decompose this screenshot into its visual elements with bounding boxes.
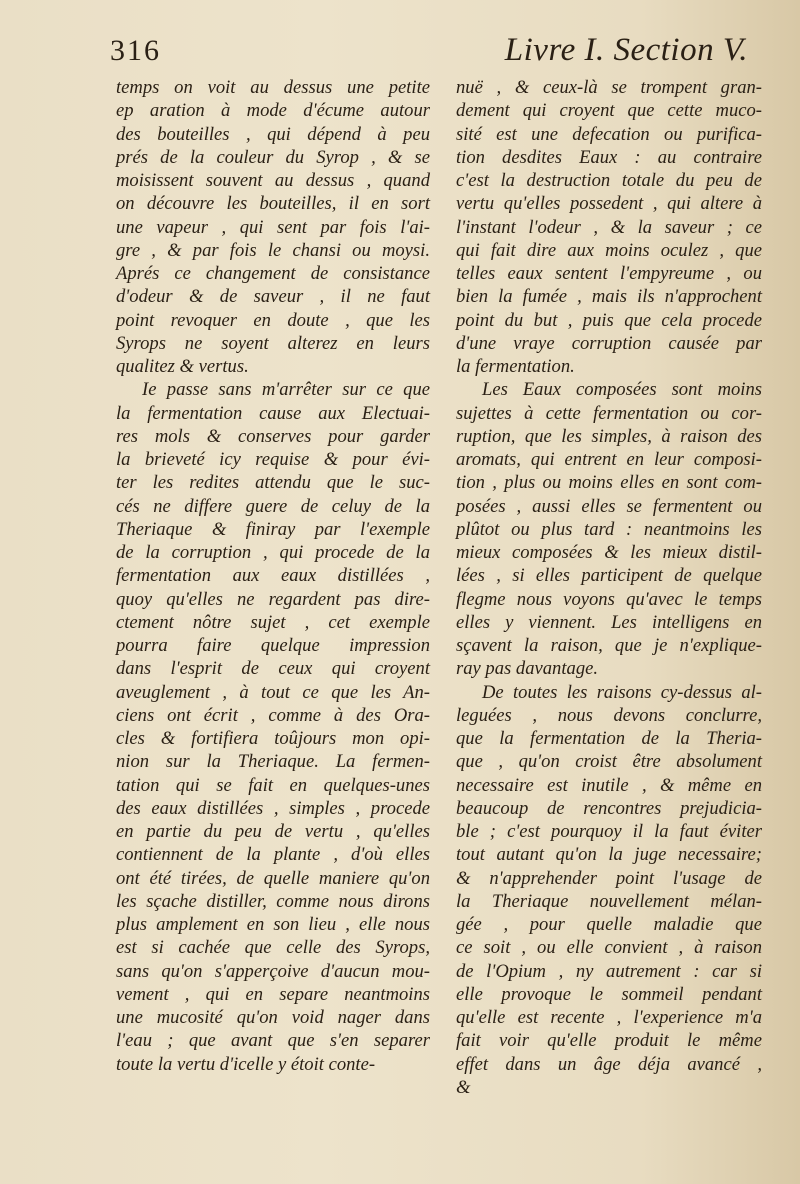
text-line: qui fait dire aux moins oculez , que (456, 239, 762, 261)
text-line: la brieveté icy requise & pour évi- (116, 449, 430, 470)
text-line: point revoquer en doute , que les (116, 309, 430, 331)
text-line: la fermentation cause aux Electuai- (116, 402, 430, 424)
text-line: Syrops ne soyent alterez en leurs (116, 332, 430, 354)
page-header (110, 30, 760, 76)
text-line: moisissent souvent au dessus , quand (116, 170, 430, 191)
left-text-column (116, 76, 430, 1076)
text-line: ep aration à mode d'écume autour (116, 100, 430, 122)
text-line: gre , & par fois le chansi ou moysi. (116, 239, 430, 261)
text-line: gée , pour quelle maladie que (456, 914, 762, 935)
text-line: la fermentation. (456, 356, 575, 377)
text-line: mieux composées & les mieux distil- (456, 542, 762, 563)
text-line: d'une vraye corruption causée par (456, 332, 762, 354)
text-line: aromats, qui entrent en leur composi- (456, 449, 762, 470)
text-line: elle provoque le sommeil pendant (456, 983, 762, 1005)
text-line: c'est la destruction totale du peu de (456, 170, 762, 191)
text-line: Theriaque & finiray par l'exemple (116, 518, 430, 540)
text-line: ter les redites attendu que le suc- (116, 472, 430, 494)
text-line: plus amplement en son lieu , elle nous (116, 914, 430, 935)
text-line: Les Eaux composées sont moins (482, 379, 762, 401)
text-line: que , qu'on croist être absolument (456, 751, 762, 773)
text-line: bien la fumée , mais ils n'approchent (456, 286, 762, 308)
text-line: on découvre les bouteilles, il en sort (116, 193, 430, 215)
text-line: une vapeur , qui sent par fois l'ai- (116, 216, 430, 238)
text-line: sans qu'on s'apperçoive d'aucun mou- (116, 960, 430, 982)
text-line: ray pas davantage. (456, 658, 599, 680)
text-line: point du but , puis que cela procede (456, 309, 762, 331)
text-line: necessaire est inutile , & même en (456, 774, 762, 796)
text-line: dement qui croyent que cette muco- (456, 100, 762, 122)
text-line: fermentation aux eaux distillées , (116, 565, 430, 587)
text-line: nion sur la Theriaque. La fermen- (116, 751, 430, 773)
text-line: les sçache distiller, comme nous dirons (116, 890, 430, 912)
text-line: qu'elle est recente , l'experience m'a (456, 1007, 762, 1028)
text-line: dans l'esprit de ceux qui croyent (116, 658, 430, 680)
text-line: telles eaux sentent l'empyreume , ou (456, 263, 762, 284)
text-line: res mols & conserves pour garder (116, 425, 430, 447)
text-line: sujettes à cette fermentation ou cor- (456, 402, 762, 424)
text-line: nuë , & ceux-là se trompent gran- (456, 77, 762, 98)
text-line: ble ; c'est pourquoy il la faut éviter (456, 821, 762, 842)
text-line: la Theriaque nouvellement mélan- (456, 890, 762, 912)
text-line: ruption, que les simples, à raison des (456, 425, 762, 447)
text-line: de la corruption , qui procede de la (116, 542, 430, 563)
text-line: temps on voit au dessus une petite (116, 77, 430, 98)
text-line: & (456, 1076, 471, 1098)
text-line: beaucoup de rencontres prejudicia- (456, 797, 762, 819)
text-line: tout autant qu'on la juge necessaire; (456, 844, 762, 866)
text-line: posées , aussi elles se fermentent ou (456, 495, 762, 517)
running-title: Livre I. Section V. (504, 32, 748, 68)
text-line: plûtot ou plus tard : neantmoins les (456, 518, 762, 540)
text-line: vertu qu'elles possedent , qui altere à (456, 193, 762, 215)
text-line: des eaux distillées , simples , procede (116, 797, 430, 819)
text-line: fait voir qu'elle produit le même (456, 1030, 762, 1052)
text-line: De toutes les raisons cy-dessus al- (482, 681, 762, 703)
text-line: cés ne differe guere de celuy de la (116, 495, 430, 517)
text-line: Ie passe sans m'arrêter sur ce que (142, 379, 430, 401)
text-line: lées , si elles participent de quelque (456, 565, 762, 587)
text-line: ciens ont écrit , comme à des Ora- (116, 704, 430, 726)
text-line: une mucosité qu'on void nager dans (116, 1007, 430, 1028)
text-line: contiennent de la plante , d'où elles (116, 844, 430, 866)
text-line: ce soit , ou elle convient , à raison (456, 937, 762, 959)
text-line: effet dans un âge déja avancé , (456, 1053, 762, 1075)
page-number: 316 (110, 34, 161, 67)
text-line: leguées , nous devons conclurre, (456, 704, 762, 726)
text-line: est si cachée que celle des Syrops, (116, 937, 430, 959)
text-line: aveuglement , à tout ce que les An- (116, 681, 430, 703)
text-line: flegme nous voyons qu'avec le temps (456, 588, 762, 610)
text-line: tation qui se fait en quelques-unes (116, 774, 430, 796)
text-line: pourra faire quelque impression (116, 635, 430, 656)
text-line: des bouteilles , qui dépend à peu (116, 123, 430, 145)
text-line: l'instant l'odeur , & la saveur ; ce (456, 216, 762, 238)
text-line: prés de la couleur du Syrop , & se (116, 146, 430, 168)
text-line: ctement nôtre sujet , cet exemple (116, 611, 430, 633)
text-line: de l'Opium , ny autrement : car si (456, 960, 762, 982)
text-line: toute la vertu d'icelle y étoit conte- (116, 1053, 376, 1075)
text-line: en partie du peu de vertu , qu'elles (116, 821, 430, 842)
text-line: elles y viennent. Les intelligens en (456, 611, 762, 633)
text-line: quoy qu'elles ne regardent pas dire- (116, 588, 430, 610)
text-line: d'odeur & de saveur , il ne faut (116, 286, 430, 308)
text-line: l'eau ; que avant que s'en separer (116, 1030, 430, 1052)
text-line: tion desdites Eaux : au contraire (456, 146, 762, 168)
text-line: vement , qui en separe neantmoins (116, 983, 430, 1005)
right-text-column (456, 76, 762, 1099)
text-line: sité est une defecation ou purifica- (456, 123, 762, 145)
text-line: Aprés ce changement de consistance (116, 263, 430, 284)
text-line: & n'apprehender point l'usage de (456, 867, 762, 889)
text-line: cles & fortifiera toûjours mon opi- (116, 728, 430, 749)
text-line: que la fermentation de la Theria- (456, 728, 762, 749)
text-line: ont été tirées, de quelle maniere qu'on (116, 867, 430, 889)
text-line: tion , plus ou moins elles en sont com- (456, 472, 762, 494)
text-line: qualitez & vertus. (116, 356, 249, 377)
text-line: sçavent la raison, que je n'explique- (456, 635, 762, 656)
